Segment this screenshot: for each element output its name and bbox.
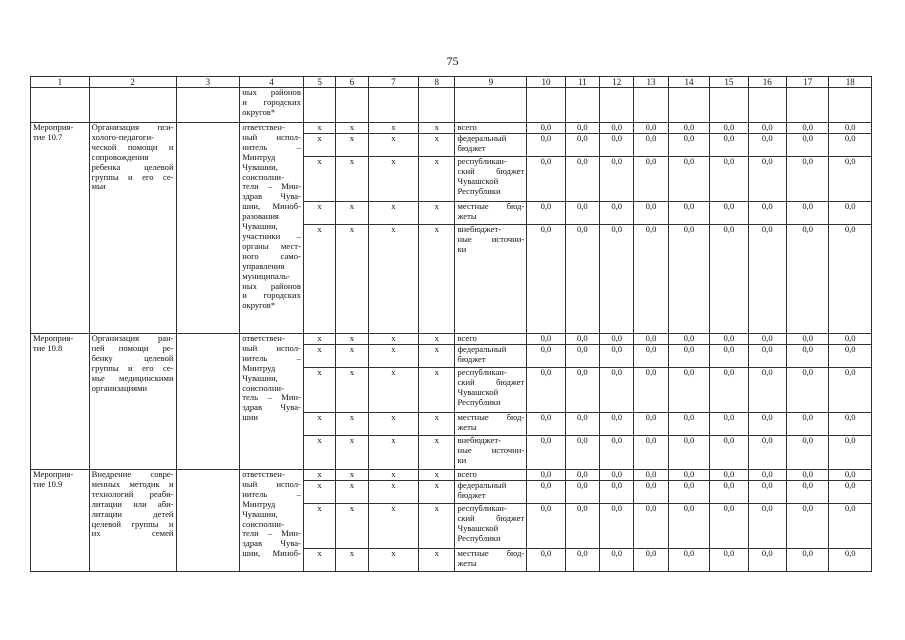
amount-cell: 0,0 <box>634 334 668 345</box>
column-number: 11 <box>565 77 599 88</box>
code-mark-cell: x <box>303 549 335 572</box>
amount-cell: 0,0 <box>600 481 634 504</box>
measure-title: Организация ран- ней помощи ре- бенку целевой группы и его се- мье медицинскими организациями <box>89 334 176 470</box>
column-number: 2 <box>89 77 176 88</box>
amount-cell: 0,0 <box>668 134 709 157</box>
amount-cell: 0,0 <box>668 470 709 481</box>
amount-cell: 0,0 <box>634 157 668 202</box>
funding-source: местные бюд- жеты <box>455 549 527 572</box>
funding-source: всего <box>455 470 527 481</box>
amount-cell: 0,0 <box>786 368 828 413</box>
amount-cell: 0,0 <box>565 549 599 572</box>
measure-title: Организация пси- холого-педагоги- ческой помощи и сопровождения ребенка целевой группы и его се- мьи <box>89 123 176 334</box>
executor-cell: ных районов и городских округов* <box>240 88 304 123</box>
amount-cell: 0,0 <box>710 470 748 481</box>
code-mark-cell: x <box>303 504 335 549</box>
code-mark-cell: x <box>419 470 455 481</box>
amount-cell: 0,0 <box>748 157 786 202</box>
executor-cell: ответствен- ный испол- нитель – Минтруд Чувашии, соисполни- тели – Мин- здрав Чува- шии, Миноб- <box>240 470 304 572</box>
funding-source: республикан- ский бюджет Чувашской Республики <box>455 157 527 202</box>
empty-cell <box>419 88 455 123</box>
empty-cell <box>303 88 335 123</box>
amount-cell: 0,0 <box>634 202 668 225</box>
table-row <box>31 334 872 345</box>
code-mark-cell: x <box>303 202 335 225</box>
amount-cell: 0,0 <box>565 123 599 134</box>
code-mark-cell: x <box>303 470 335 481</box>
code-mark-cell: x <box>303 368 335 413</box>
amount-cell: 0,0 <box>634 436 668 470</box>
funding-source: местные бюд- жеты <box>455 413 527 436</box>
column-number: 18 <box>829 77 872 88</box>
code-mark-cell: x <box>419 345 455 368</box>
code-mark-cell: x <box>336 413 368 436</box>
amount-cell: 0,0 <box>668 504 709 549</box>
amount-cell: 0,0 <box>527 134 565 157</box>
code-mark-cell: x <box>303 436 335 470</box>
code-mark-cell: x <box>336 157 368 202</box>
column-number: 12 <box>600 77 634 88</box>
code-mark-cell: x <box>336 470 368 481</box>
amount-cell: 0,0 <box>527 549 565 572</box>
executor-cell: ответствен- ный испол- нитель – Минтруд Чувашии, соисполни- тели – Мин- здрав Чува- шии, Миноб- разования Чувашии, участники – органы мест- ного само- управления муниципаль- ных районов и городских округов* <box>240 123 304 334</box>
column-number: 5 <box>303 77 335 88</box>
empty-cell <box>634 88 668 123</box>
amount-cell: 0,0 <box>710 157 748 202</box>
empty-cell <box>710 88 748 123</box>
amount-cell: 0,0 <box>710 134 748 157</box>
amount-cell: 0,0 <box>565 413 599 436</box>
measure-title: Внедрение совре- менных методик и технологий реаби- литации или аби- литации детей целевой группы и их семей <box>89 470 176 572</box>
amount-cell: 0,0 <box>634 413 668 436</box>
measure-code: Мероприя- тие 10.9 <box>31 470 90 572</box>
amount-cell: 0,0 <box>829 225 872 334</box>
amount-cell: 0,0 <box>710 413 748 436</box>
amount-cell: 0,0 <box>668 368 709 413</box>
empty-cell <box>748 88 786 123</box>
amount-cell: 0,0 <box>668 123 709 134</box>
table-row <box>31 123 872 134</box>
code-mark-cell: x <box>336 345 368 368</box>
amount-cell: 0,0 <box>829 504 872 549</box>
amount-cell: 0,0 <box>748 202 786 225</box>
amount-cell: 0,0 <box>634 345 668 368</box>
amount-cell: 0,0 <box>600 134 634 157</box>
amount-cell: 0,0 <box>600 368 634 413</box>
code-mark-cell: x <box>336 202 368 225</box>
amount-cell: 0,0 <box>829 157 872 202</box>
amount-cell: 0,0 <box>600 123 634 134</box>
empty-cell <box>527 88 565 123</box>
empty-cell <box>336 88 368 123</box>
amount-cell: 0,0 <box>668 345 709 368</box>
amount-cell: 0,0 <box>600 225 634 334</box>
amount-cell: 0,0 <box>829 481 872 504</box>
funding-source: внебюджет- ные источни- ки <box>455 436 527 470</box>
code-mark-cell: x <box>336 504 368 549</box>
code-mark-cell: x <box>368 481 419 504</box>
funding-table <box>30 76 872 572</box>
code-mark-cell: x <box>419 334 455 345</box>
amount-cell: 0,0 <box>634 123 668 134</box>
amount-cell: 0,0 <box>600 334 634 345</box>
amount-cell: 0,0 <box>527 413 565 436</box>
code-mark-cell: x <box>303 157 335 202</box>
amount-cell: 0,0 <box>710 481 748 504</box>
amount-cell: 0,0 <box>748 549 786 572</box>
code-mark-cell: x <box>419 134 455 157</box>
column-number-row <box>31 77 872 88</box>
column-number: 13 <box>634 77 668 88</box>
code-mark-cell: x <box>336 334 368 345</box>
code-mark-cell: x <box>419 225 455 334</box>
empty-cell <box>176 123 240 334</box>
amount-cell: 0,0 <box>565 481 599 504</box>
empty-cell <box>600 88 634 123</box>
amount-cell: 0,0 <box>786 134 828 157</box>
amount-cell: 0,0 <box>668 481 709 504</box>
amount-cell: 0,0 <box>565 134 599 157</box>
amount-cell: 0,0 <box>829 202 872 225</box>
amount-cell: 0,0 <box>527 345 565 368</box>
measure-code: Мероприя- тие 10.7 <box>31 123 90 334</box>
funding-source: республикан- ский бюджет Чувашской Республики <box>455 504 527 549</box>
code-mark-cell: x <box>368 134 419 157</box>
code-mark-cell: x <box>419 436 455 470</box>
code-mark-cell: x <box>336 225 368 334</box>
amount-cell: 0,0 <box>710 345 748 368</box>
amount-cell: 0,0 <box>634 225 668 334</box>
amount-cell: 0,0 <box>786 470 828 481</box>
code-mark-cell: x <box>419 123 455 134</box>
code-mark-cell: x <box>303 413 335 436</box>
amount-cell: 0,0 <box>829 368 872 413</box>
amount-cell: 0,0 <box>710 123 748 134</box>
code-mark-cell: x <box>368 368 419 413</box>
amount-cell: 0,0 <box>634 470 668 481</box>
amount-cell: 0,0 <box>600 436 634 470</box>
amount-cell: 0,0 <box>786 202 828 225</box>
amount-cell: 0,0 <box>786 345 828 368</box>
executor-cell: ответствен- ный испол- нитель – Минтруд Чувашии, соисполни- тель – Мин- здрав Чува- шии <box>240 334 304 470</box>
empty-cell <box>176 88 240 123</box>
column-number: 15 <box>710 77 748 88</box>
code-mark-cell: x <box>368 345 419 368</box>
amount-cell: 0,0 <box>786 225 828 334</box>
empty-cell <box>31 88 90 123</box>
amount-cell: 0,0 <box>527 368 565 413</box>
amount-cell: 0,0 <box>527 123 565 134</box>
amount-cell: 0,0 <box>634 368 668 413</box>
code-mark-cell: x <box>419 368 455 413</box>
amount-cell: 0,0 <box>786 549 828 572</box>
amount-cell: 0,0 <box>829 334 872 345</box>
amount-cell: 0,0 <box>668 549 709 572</box>
measure-code: Мероприя- тие 10.8 <box>31 334 90 470</box>
amount-cell: 0,0 <box>829 549 872 572</box>
amount-cell: 0,0 <box>527 334 565 345</box>
amount-cell: 0,0 <box>786 157 828 202</box>
amount-cell: 0,0 <box>786 413 828 436</box>
amount-cell: 0,0 <box>748 436 786 470</box>
amount-cell: 0,0 <box>600 202 634 225</box>
amount-cell: 0,0 <box>565 345 599 368</box>
empty-cell <box>176 470 240 572</box>
amount-cell: 0,0 <box>565 202 599 225</box>
code-mark-cell: x <box>336 481 368 504</box>
empty-cell <box>668 88 709 123</box>
page-number: 75 <box>446 54 459 68</box>
amount-cell: 0,0 <box>786 481 828 504</box>
amount-cell: 0,0 <box>748 504 786 549</box>
amount-cell: 0,0 <box>600 157 634 202</box>
funding-source: местные бюд- жеты <box>455 202 527 225</box>
amount-cell: 0,0 <box>710 334 748 345</box>
column-number: 16 <box>748 77 786 88</box>
amount-cell: 0,0 <box>527 225 565 334</box>
code-mark-cell: x <box>303 345 335 368</box>
amount-cell: 0,0 <box>748 481 786 504</box>
empty-cell <box>786 88 828 123</box>
code-mark-cell: x <box>303 334 335 345</box>
code-mark-cell: x <box>336 368 368 413</box>
amount-cell: 0,0 <box>748 368 786 413</box>
amount-cell: 0,0 <box>668 225 709 334</box>
amount-cell: 0,0 <box>748 134 786 157</box>
funding-source: всего <box>455 334 527 345</box>
amount-cell: 0,0 <box>565 436 599 470</box>
amount-cell: 0,0 <box>710 225 748 334</box>
amount-cell: 0,0 <box>600 549 634 572</box>
amount-cell: 0,0 <box>527 504 565 549</box>
amount-cell: 0,0 <box>829 436 872 470</box>
table-row <box>31 470 872 481</box>
amount-cell: 0,0 <box>565 470 599 481</box>
amount-cell: 0,0 <box>527 481 565 504</box>
column-number: 14 <box>668 77 709 88</box>
code-mark-cell: x <box>368 157 419 202</box>
amount-cell: 0,0 <box>748 334 786 345</box>
amount-cell: 0,0 <box>565 157 599 202</box>
code-mark-cell: x <box>368 225 419 334</box>
code-mark-cell: x <box>303 225 335 334</box>
code-mark-cell: x <box>368 413 419 436</box>
amount-cell: 0,0 <box>527 157 565 202</box>
amount-cell: 0,0 <box>786 436 828 470</box>
amount-cell: 0,0 <box>668 334 709 345</box>
column-number: 10 <box>527 77 565 88</box>
code-mark-cell: x <box>336 549 368 572</box>
amount-cell: 0,0 <box>527 202 565 225</box>
amount-cell: 0,0 <box>829 413 872 436</box>
amount-cell: 0,0 <box>600 470 634 481</box>
column-number: 8 <box>419 77 455 88</box>
amount-cell: 0,0 <box>748 123 786 134</box>
code-mark-cell: x <box>419 549 455 572</box>
amount-cell: 0,0 <box>710 504 748 549</box>
amount-cell: 0,0 <box>565 225 599 334</box>
amount-cell: 0,0 <box>668 202 709 225</box>
amount-cell: 0,0 <box>634 134 668 157</box>
empty-cell <box>455 88 527 123</box>
amount-cell: 0,0 <box>668 436 709 470</box>
amount-cell: 0,0 <box>710 368 748 413</box>
amount-cell: 0,0 <box>710 436 748 470</box>
empty-cell <box>829 88 872 123</box>
code-mark-cell: x <box>419 413 455 436</box>
continuation-row <box>31 88 872 123</box>
column-number: 9 <box>455 77 527 88</box>
code-mark-cell: x <box>368 123 419 134</box>
amount-cell: 0,0 <box>829 134 872 157</box>
amount-cell: 0,0 <box>565 334 599 345</box>
empty-cell <box>368 88 419 123</box>
amount-cell: 0,0 <box>634 504 668 549</box>
amount-cell: 0,0 <box>786 504 828 549</box>
code-mark-cell: x <box>368 202 419 225</box>
code-mark-cell: x <box>368 504 419 549</box>
code-mark-cell: x <box>419 157 455 202</box>
amount-cell: 0,0 <box>527 470 565 481</box>
amount-cell: 0,0 <box>668 413 709 436</box>
amount-cell: 0,0 <box>600 413 634 436</box>
code-mark-cell: x <box>419 481 455 504</box>
amount-cell: 0,0 <box>565 368 599 413</box>
funding-source: всего <box>455 123 527 134</box>
code-mark-cell: x <box>336 123 368 134</box>
amount-cell: 0,0 <box>565 504 599 549</box>
code-mark-cell: x <box>368 334 419 345</box>
empty-cell <box>89 88 176 123</box>
funding-source: республикан- ский бюджет Чувашской Республики <box>455 368 527 413</box>
amount-cell: 0,0 <box>748 413 786 436</box>
code-mark-cell: x <box>336 134 368 157</box>
amount-cell: 0,0 <box>710 202 748 225</box>
amount-cell: 0,0 <box>748 470 786 481</box>
amount-cell: 0,0 <box>527 436 565 470</box>
code-mark-cell: x <box>368 436 419 470</box>
amount-cell: 0,0 <box>600 504 634 549</box>
amount-cell: 0,0 <box>829 345 872 368</box>
code-mark-cell: x <box>303 481 335 504</box>
empty-cell <box>565 88 599 123</box>
amount-cell: 0,0 <box>748 345 786 368</box>
funding-source: федеральный бюджет <box>455 345 527 368</box>
column-number: 7 <box>368 77 419 88</box>
column-number: 17 <box>786 77 828 88</box>
column-number: 4 <box>240 77 304 88</box>
code-mark-cell: x <box>368 470 419 481</box>
amount-cell: 0,0 <box>634 481 668 504</box>
funding-source: внебюджет- ные источни- ки <box>455 225 527 334</box>
code-mark-cell: x <box>303 123 335 134</box>
code-mark-cell: x <box>419 202 455 225</box>
code-mark-cell: x <box>368 549 419 572</box>
column-number: 3 <box>176 77 240 88</box>
code-mark-cell: x <box>303 134 335 157</box>
amount-cell: 0,0 <box>600 345 634 368</box>
amount-cell: 0,0 <box>710 549 748 572</box>
column-number: 1 <box>31 77 90 88</box>
code-mark-cell: x <box>336 436 368 470</box>
empty-cell <box>176 334 240 470</box>
column-number: 6 <box>336 77 368 88</box>
amount-cell: 0,0 <box>829 123 872 134</box>
amount-cell: 0,0 <box>748 225 786 334</box>
funding-source: федеральный бюджет <box>455 481 527 504</box>
funding-source: федеральный бюджет <box>455 134 527 157</box>
amount-cell: 0,0 <box>634 549 668 572</box>
code-mark-cell: x <box>419 504 455 549</box>
amount-cell: 0,0 <box>829 470 872 481</box>
amount-cell: 0,0 <box>786 123 828 134</box>
amount-cell: 0,0 <box>668 157 709 202</box>
amount-cell: 0,0 <box>786 334 828 345</box>
